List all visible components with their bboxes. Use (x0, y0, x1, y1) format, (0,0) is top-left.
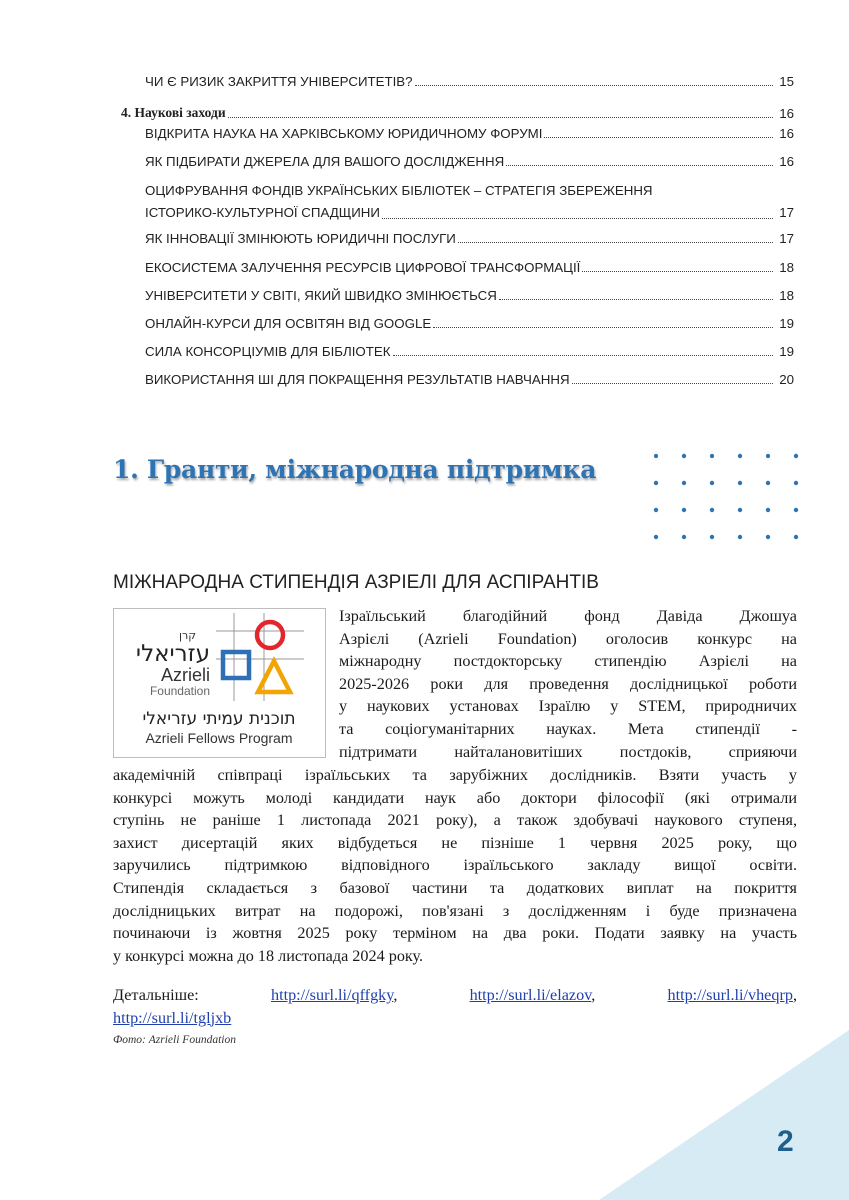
toc-entry-text: ВІДКРИТА НАУКА НА ХАРКІВСЬКОМУ ЮРИДИЧНОМУ ФОРУМІ (145, 126, 543, 141)
logo-hebrew-top: קרן (178, 629, 196, 642)
toc-entry[interactable] (145, 260, 794, 275)
toc-leader (228, 117, 773, 118)
toc-leader (506, 165, 773, 166)
toc-page-number: 20 (779, 372, 794, 387)
toc-page-number: 19 (779, 344, 794, 359)
toc-entry-text: ЯК ІННОВАЦІЇ ЗМІНЮЮТЬ ЮРИДИЧНІ ПОСЛУГИ (145, 231, 456, 246)
paragraph-line: міжнародну постдокторську стипендію Азрієлі на (339, 652, 797, 671)
logo-name: Azrieli (160, 665, 210, 685)
toc-leader (393, 355, 774, 356)
more-links: Детальніше: http://surl.li/qffgky, http://surl.li/elazov, http://surl.li/vheqrp, http://surl.li/tgljxb (113, 986, 797, 1027)
logo-hebrew-program: תוכנית עמיתי עזריאלי (142, 709, 296, 729)
article-title: МІЖНАРОДНА СТИПЕНДІЯ АЗРІЕЛІ ДЛЯ АСПІРАНТІВ (113, 572, 599, 593)
toc-page-number: 15 (779, 74, 794, 89)
toc-entry-section[interactable] (121, 105, 794, 121)
toc-entry-text: ЯК ПІДБИРАТИ ДЖЕРЕЛА ДЛЯ ВАШОГО ДОСЛІДЖЕННЯ (145, 154, 505, 169)
paragraph-line: дослідницьких витрат на подорожі, пов'язані з дослідженням і буде призначена (113, 901, 797, 920)
toc-page-number: 16 (779, 126, 794, 141)
toc-leader (544, 137, 773, 138)
paragraph-line: академічній співпраці ізраїльських та зарубіжних дослідників. Взяти участь у (113, 766, 797, 784)
toc-entry-text: ОНЛАЙН-КУРСИ ДЛЯ ОСВІТЯН ВІД GOOGLE (145, 316, 432, 331)
toc-entry[interactable] (145, 180, 794, 224)
paragraph-line: починаючи із жовтня 2025 року терміном на два роки. Подати заявку на участь (113, 924, 797, 943)
paragraph-line: захист дисертацій яких відбудеться не пізніше 1 червня 2025 року, що (113, 833, 797, 852)
toc-entry-text: ЕКОСИСТЕМА ЗАЛУЧЕННЯ РЕСУРСІВ ЦИФРОВОЇ ТРАНСФОРМАЦІЇ (145, 260, 581, 275)
toc-page-number: 17 (779, 231, 794, 246)
toc-leader (382, 218, 773, 219)
toc-page-number: 18 (779, 288, 794, 303)
article-paragraph-wrapped (339, 605, 797, 763)
toc-entry-text: ВИКОРИСТАННЯ ШІ ДЛЯ ПОКРАЩЕННЯ РЕЗУЛЬТАТІВ НАВЧАННЯ (145, 372, 570, 387)
section-heading: 1. Гранти, міжнародна підтримка (113, 455, 597, 484)
toc-page-number: 17 (779, 205, 794, 220)
link-qffgky[interactable]: http://surl.li/qffgky (271, 986, 394, 1004)
paragraph-line: у наукових установах Ізраїлю у STEM, природничих (339, 697, 797, 716)
photo-caption: Фото: Azrieli Foundation (113, 1034, 236, 1046)
toc-leader (572, 383, 773, 384)
azrieli-logo (114, 609, 325, 757)
toc-entry[interactable] (145, 372, 794, 387)
paragraph-line: ступінь не раніше 1 листопада 2021 року), а також здобувачі наукового ступеня, (113, 811, 797, 830)
toc-leader (499, 299, 773, 300)
toc-page-number: 16 (779, 106, 794, 121)
toc-entry[interactable] (145, 288, 794, 303)
toc-entry-text-continued: ІСТОРИКО-КУЛЬТУРНОЇ СПАДЩИНИ (145, 205, 380, 220)
toc-entry[interactable] (145, 344, 794, 359)
link-tgljxb[interactable]: http://surl.li/tgljxb (113, 1008, 232, 1027)
decorative-dot-grid (648, 448, 808, 544)
paragraph-line: підтримати найталановитіших постдоків, сприяючи (339, 742, 797, 761)
link-elazov[interactable]: http://surl.li/elazov (469, 986, 592, 1004)
paragraph-line: заручились підтримкою відповідного ізраїльського закладу вищої освіти. (113, 856, 797, 875)
paragraph-line: 2025-2026 роки для проведення дослідницької роботи (339, 674, 797, 693)
article-paragraph-full (113, 764, 797, 967)
toc-page-number: 16 (779, 154, 794, 169)
paragraph-line: та соціогуманітарних науках. Мета стипендії - (339, 719, 797, 738)
toc-leader (433, 327, 773, 328)
azrieli-logo-image (113, 608, 326, 758)
paragraph-line: Стипендія складається з базової частини та додаткових виплат на покриття (113, 878, 797, 897)
link-vheqrp[interactable]: http://surl.li/vheqrp (667, 986, 793, 1004)
toc-entry-text: СИЛА КОНСОРЦІУМІВ ДЛЯ БІБЛІОТЕК (145, 344, 391, 359)
paragraph-line: Ізраїльський благодійний фонд Давіда Джошуа (339, 607, 797, 625)
toc-entry[interactable] (145, 231, 794, 246)
paragraph-line: Азрієлі (Azrieli Foundation) оголосив конкурс на (339, 629, 797, 648)
toc-entry-text: УНІВЕРСИТЕТИ У СВІТІ, ЯКИЙ ШВИДКО ЗМІНЮЄТЬСЯ (145, 288, 497, 303)
toc-entry-text: 4. Наукові заходи (121, 105, 226, 120)
logo-program: Azrieli Fellows Program (145, 730, 293, 746)
page-number: 2 (777, 1125, 794, 1158)
decorative-corner-triangle (599, 1030, 849, 1200)
logo-hebrew-name: עזריאלי (135, 641, 210, 667)
paragraph-line: конкурсі можуть молоді кандидати наук або доктори філософії (які отримали (113, 788, 797, 807)
toc-entry-text: ЧИ Є РИЗИК ЗАКРИТТЯ УНІВЕРСИТЕТІВ? (145, 74, 413, 89)
toc-entry[interactable] (145, 126, 794, 141)
toc-page-number: 19 (779, 316, 794, 331)
paragraph-line: у конкурсі можна до 18 листопада 2024 року. (113, 946, 424, 965)
logo-foundation: Foundation (149, 684, 210, 698)
toc-leader (458, 242, 773, 243)
toc-leader (415, 85, 773, 86)
more-label: Детальніше: (113, 986, 199, 1004)
toc-entry-text: ОЦИФРУВАННЯ ФОНДІВ УКРАЇНСЬКИХ БІБЛІОТЕК – СТРАТЕГІЯ ЗБЕРЕЖЕННЯ (145, 183, 653, 198)
toc-entry[interactable] (145, 154, 794, 169)
toc-entry[interactable] (145, 74, 794, 89)
toc-entry[interactable] (145, 316, 794, 331)
toc-page-number: 18 (779, 260, 794, 275)
toc-leader (582, 271, 773, 272)
